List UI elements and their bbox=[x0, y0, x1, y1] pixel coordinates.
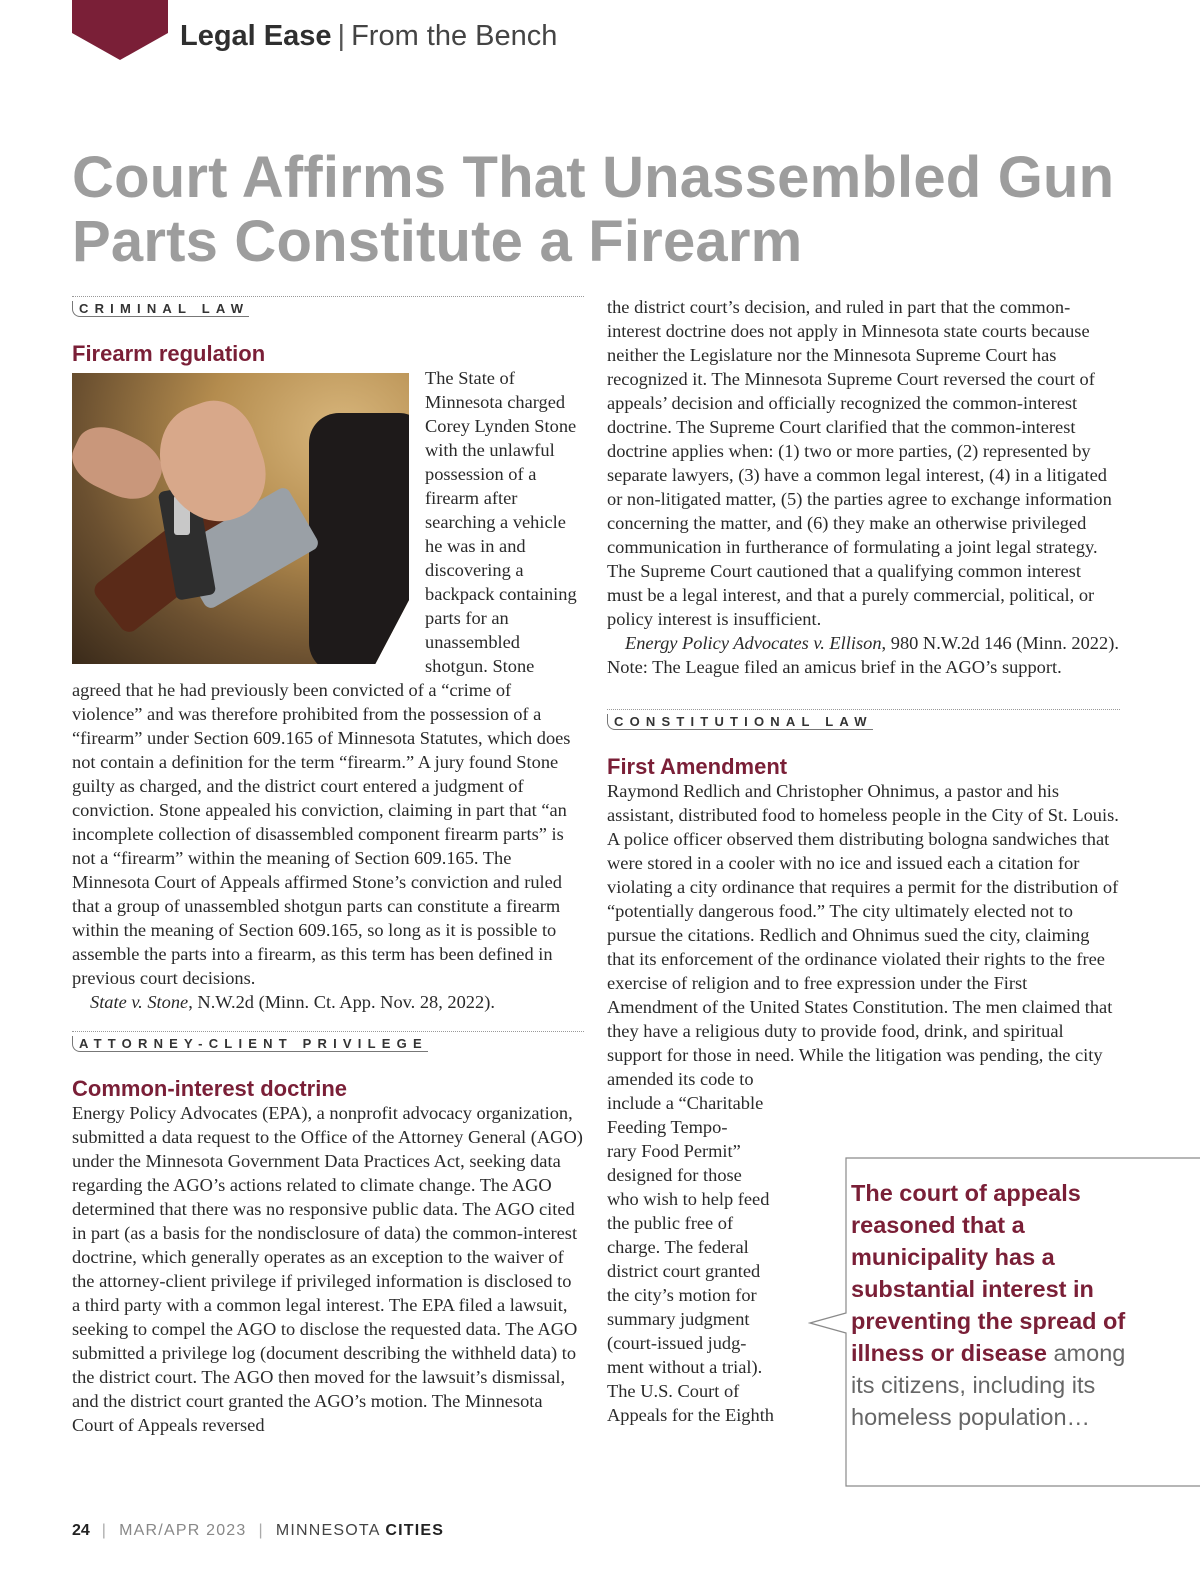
article-paragraph: Raymond Redlich and Christopher Ohnimus, a pastor and his assistant, distributed food to homeless people in the City of St. Louis. A police officer observed them distributing bologna sandwiches that were stored in a cooler with no ice and issued each a citation for violating a city ordinance that requires a permit for the distribution of “potentially dangerous food.” The city ultimately elected not to pursue the citations. Redlich and Ohnimus sued the city, claiming that its enforcement of the ordinance violated their rights to the free exercise of religion and to free expression under the First Amendment of the United States Constitution. The men claimed that they have a religious duty to provide food, drink, and spiritual support for those in need. While the litigation was pending, the city bbox=[607, 781, 1119, 1065]
narrow-text-line: Appeals for the Eighth bbox=[607, 1405, 775, 1425]
shotgun-photo bbox=[72, 373, 409, 664]
case-name: Energy Policy Advocates v. Ellison bbox=[625, 633, 882, 653]
section-title: First Amendment bbox=[607, 754, 788, 779]
section-tab bbox=[72, 0, 168, 60]
issue-date: MAR/APR 2023 bbox=[119, 1522, 247, 1539]
section-title: Firearm regulation bbox=[72, 341, 266, 366]
pull-quote-light: among its citizens, including its homeless population… bbox=[851, 1340, 1126, 1430]
narrow-text-line: rary Food Permit” bbox=[607, 1141, 741, 1161]
narrow-text-line: include a “Charitable bbox=[607, 1093, 764, 1113]
article-headline: Court Affirms That Unassembled Gun Parts Constitute a Firearm bbox=[72, 145, 1115, 274]
article-paragraph: The State of Minnesota charged Corey Lynden Stone with the unlawful possession of a firearm after searching a vehicle he was in and discovering a backpack containing parts for an unassembled shotgun. Stone agreed that he had previously been convicted of a “crime of violence” and was therefore prohibited from the possession of a “firearm” under Section 609.165 of Minnesota Statutes, which does not contain a definition for the term “firearm.” A jury found Stone guilty as charged, and the district court entered a judgment of conviction. Stone appealed his conviction, claiming in part that “an incomplete collection of disassembled component firearm parts” is not a “firearm” within the meaning of Section 609.165. The Minnesota Court of Appeals affirmed Stone’s conviction and ruled that a group of unassembled shotgun parts can constitute a firearm within the meaning of Section 609.165, so long as it is possible to assemble the parts into a firearm, as this term has been defined in previous court decisions. bbox=[72, 368, 577, 988]
category-label: CONSTITUTIONAL LAW bbox=[607, 714, 873, 730]
category-label: CRIMINAL LAW bbox=[72, 301, 249, 317]
article-paragraph: Energy Policy Advocates (EPA), a nonprofit advocacy organization, submitted a data request to the Office of the Attorney General (AGO) under the Minnesota Government Data Practices Act, seeking data regarding the AGO’s actions related to climate change. The AGO determined that there was no responsive public data. The AGO cited in part (as a basis for the nondisclosure of data) the common-interest doctrine, which generally operates as an exception to the waiver of the attorney-client privilege if privileged information is disclosed to a third party with a common legal interest. The EPA filed a lawsuit, seeking to compel the AGO to disclose the requested data. The AGO submitted a privilege log (document describing the withheld data) to the district court. The AGO then moved for the lawsuit’s dismissal, and the district court granted the AGO’s motion. The Minnesota Court of Appeals reversed bbox=[72, 1103, 583, 1435]
narrow-text-line: ment without a trial). bbox=[607, 1357, 763, 1377]
narrow-text-line: The U.S. Court of bbox=[607, 1381, 740, 1401]
narrow-text-line: the public free of bbox=[607, 1213, 734, 1233]
page-number: 24 bbox=[72, 1522, 90, 1539]
narrow-text-line: district court granted bbox=[607, 1261, 761, 1281]
category-rule bbox=[607, 709, 1120, 734]
category-label: ATTORNEY-CLIENT PRIVILEGE bbox=[72, 1036, 428, 1052]
left-column bbox=[72, 296, 584, 1437]
magazine-name: MINNESOTA CITIES bbox=[275, 1522, 445, 1539]
narrow-text-line: Feeding Tempo- bbox=[607, 1117, 728, 1137]
article-paragraph: the district court’s decision, and ruled in part that the common-interest doctrine does not apply in Minnesota state courts because neither the Legislature nor the Minnesota Supreme Court has recognized it. The Minnesota Supreme Court reversed the court of appeals’ decision and officially recognized the common-interest doctrine. The Supreme Court clarified that the common-interest doctrine applies when: (1) two or more parties, (2) represented by separate lawyers, (3) have a common legal interest, (4) in a litigated or non-litigated matter, (5) the parties agree to exchange information concerning the matter, and (6) they make an otherwise privileged communication in furtherance of formulating a joint legal strategy. The Supreme Court cautioned that a qualifying common interest must be a legal interest, and that a purely commercial, political, or policy interest is insufficient. bbox=[607, 297, 1112, 629]
narrow-text-line: charge. The federal bbox=[607, 1237, 749, 1257]
narrow-text-line: (court-issued judg- bbox=[607, 1333, 747, 1353]
narrow-text-line: designed for those bbox=[607, 1165, 742, 1185]
page-footer: 24 | MAR/APR 2023 | MINNESOTA CITIES bbox=[72, 1522, 445, 1539]
section-header bbox=[180, 20, 557, 53]
section-name: Legal Ease bbox=[180, 20, 332, 52]
category-rule bbox=[72, 296, 584, 321]
subsection-name: From the Bench bbox=[351, 20, 558, 52]
pull-quote bbox=[808, 1157, 1200, 1487]
category-rule bbox=[72, 1031, 584, 1056]
narrow-text-block bbox=[607, 1067, 797, 1427]
section-title: Common-interest doctrine bbox=[72, 1076, 348, 1101]
case-name: State v. Stone bbox=[90, 992, 189, 1012]
case-citation: Energy Policy Advocates v. Ellison, 980 N.W.2d 146 (Minn. 2022). Note: The League filed an amicus brief in the AGO’s support. bbox=[607, 633, 1119, 677]
narrow-text-line: the city’s motion for bbox=[607, 1285, 757, 1305]
narrow-text-line: summary judgment bbox=[607, 1309, 750, 1329]
pull-quote-bold: The court of appeals reasoned that a municipality has a substantial interest in preventing the spread of illness or disease bbox=[851, 1180, 1126, 1366]
case-citation: State v. Stone, N.W.2d (Minn. Ct. App. Nov. 28, 2022). bbox=[90, 992, 495, 1012]
narrow-text-line: amended its code to bbox=[607, 1069, 754, 1089]
narrow-text-line: who wish to help feed bbox=[607, 1189, 770, 1209]
header-separator: | bbox=[337, 20, 346, 52]
